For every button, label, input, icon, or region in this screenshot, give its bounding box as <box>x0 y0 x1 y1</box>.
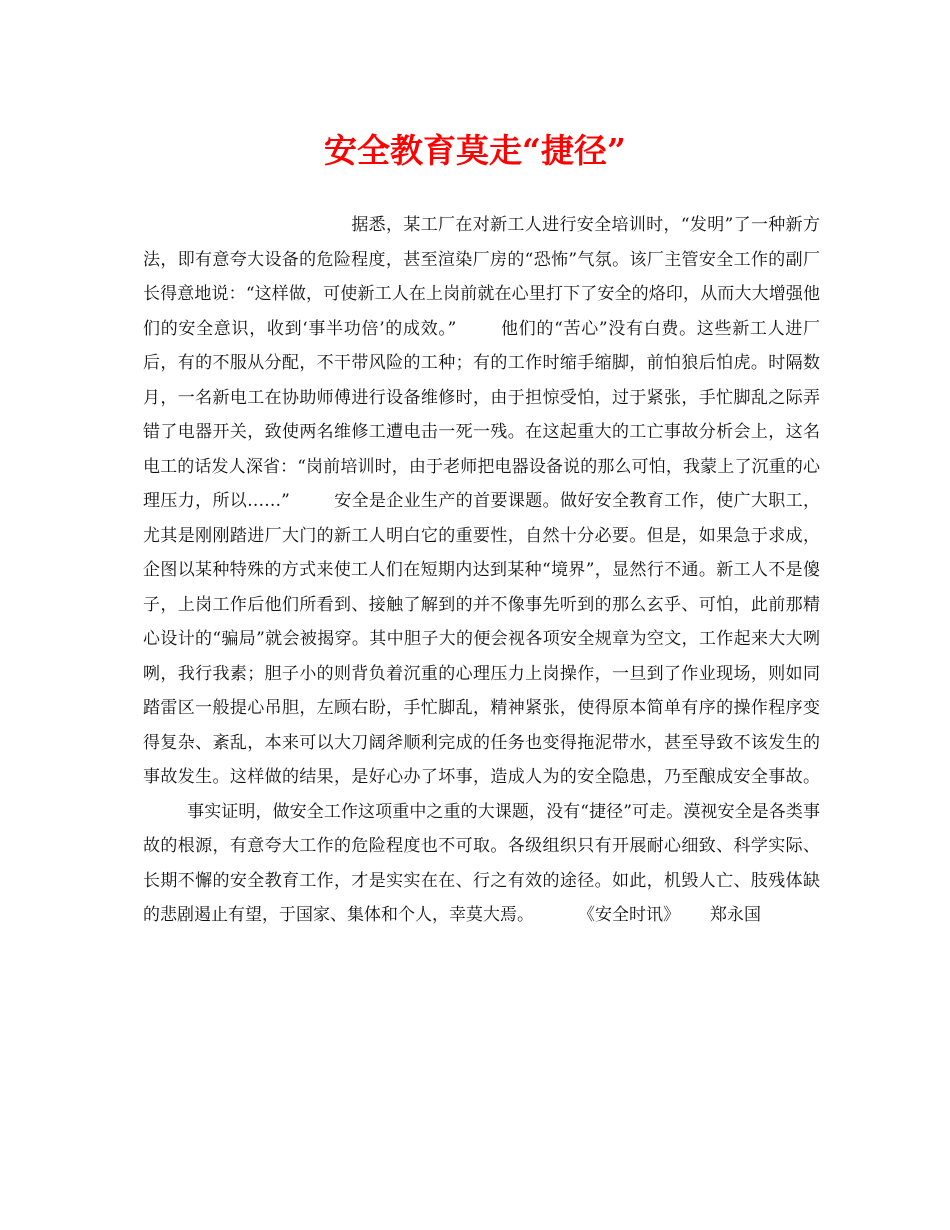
paragraph-2: 他们的“苦心”没有白费。这些新工人进厂后，有的不服从分配，不干带风险的工种；有的工作时缩手缩脚，前怕狼后怕虎。时隔数月，一名新电工在协助师傅进行设备维修时，由于担惊受怕，过于紧张，手忙脚乱之际弄错了电器开关，致使两名维修工遭电击一死一残。在这起重大的工亡事故分析会上，这名电工的话发人深省：“岗前培训时，由于老师把电器设备说的那么可怕，我蒙上了沉重的心理压力，所以……” <box>143 318 820 511</box>
author-label: 郑永国 <box>710 905 761 925</box>
document-title: 安全教育莫走“捷径” <box>324 131 626 170</box>
article-body <box>143 208 820 933</box>
paragraph-4: 事实证明，做安全工作这项重中之重的大课题，没有“捷径”可走。漠视安全是各类事故的根源，有意夸大工作的危险程度也不可取。各级组织只有开展耐心细致、科学实际、长期不懈的安全教育工作，才是实实在在、行之有效的途径。如此，机毁人亡、肢残体缺的悲剧遏止有望，于国家、集体和个人，幸莫大焉。 <box>143 801 820 925</box>
source-label: 《安全时讯》 <box>578 905 680 925</box>
paragraph-3: 安全是企业生产的首要课题。做好安全教育工作，使广大职工，尤其是刚刚踏进厂大门的新工人明白它的重要性，自然十分必要。但是，如果急于求成，企图以某种特殊的方式来使工人们在短期内达到某种“境界”，显然行不通。新工人不是傻子，上岗工作后他们所看到、接触了解到的并不像事先听到的那么玄乎、可怕，此前那精心设计的“骗局”就会被揭穿。其中胆子大的便会视各项安全规章为空文，工作起来大大咧咧，我行我素；胆子小的则背负着沉重的心理压力上岗操作，一旦到了作业现场，则如同踏雷区一般提心吊胆，左顾右盼，手忙脚乱，精神紧张，使得原本简单有序的操作程序变得复杂、紊乱，本来可以大刀阔斧顺利完成的任务也变得拖泥带水，甚至导致不该发生的事故发生。这样做的结果，是好心办了坏事，造成人为的安全隐患，乃至酿成安全事故。 <box>143 491 821 787</box>
paragraph-1: 据悉，某工厂在对新工人进行安全培训时，“发明”了一种新方法，即有意夸大设备的危险程度，甚至渲染厂房的“恐怖”气氛。该厂主管安全工作的副厂长得意地说：“这样做，可使新工人在上岗前就在心里打下了安全的烙印，从而大大增强他们的安全意识，收到‘事半功倍’的成效。” <box>143 215 820 339</box>
